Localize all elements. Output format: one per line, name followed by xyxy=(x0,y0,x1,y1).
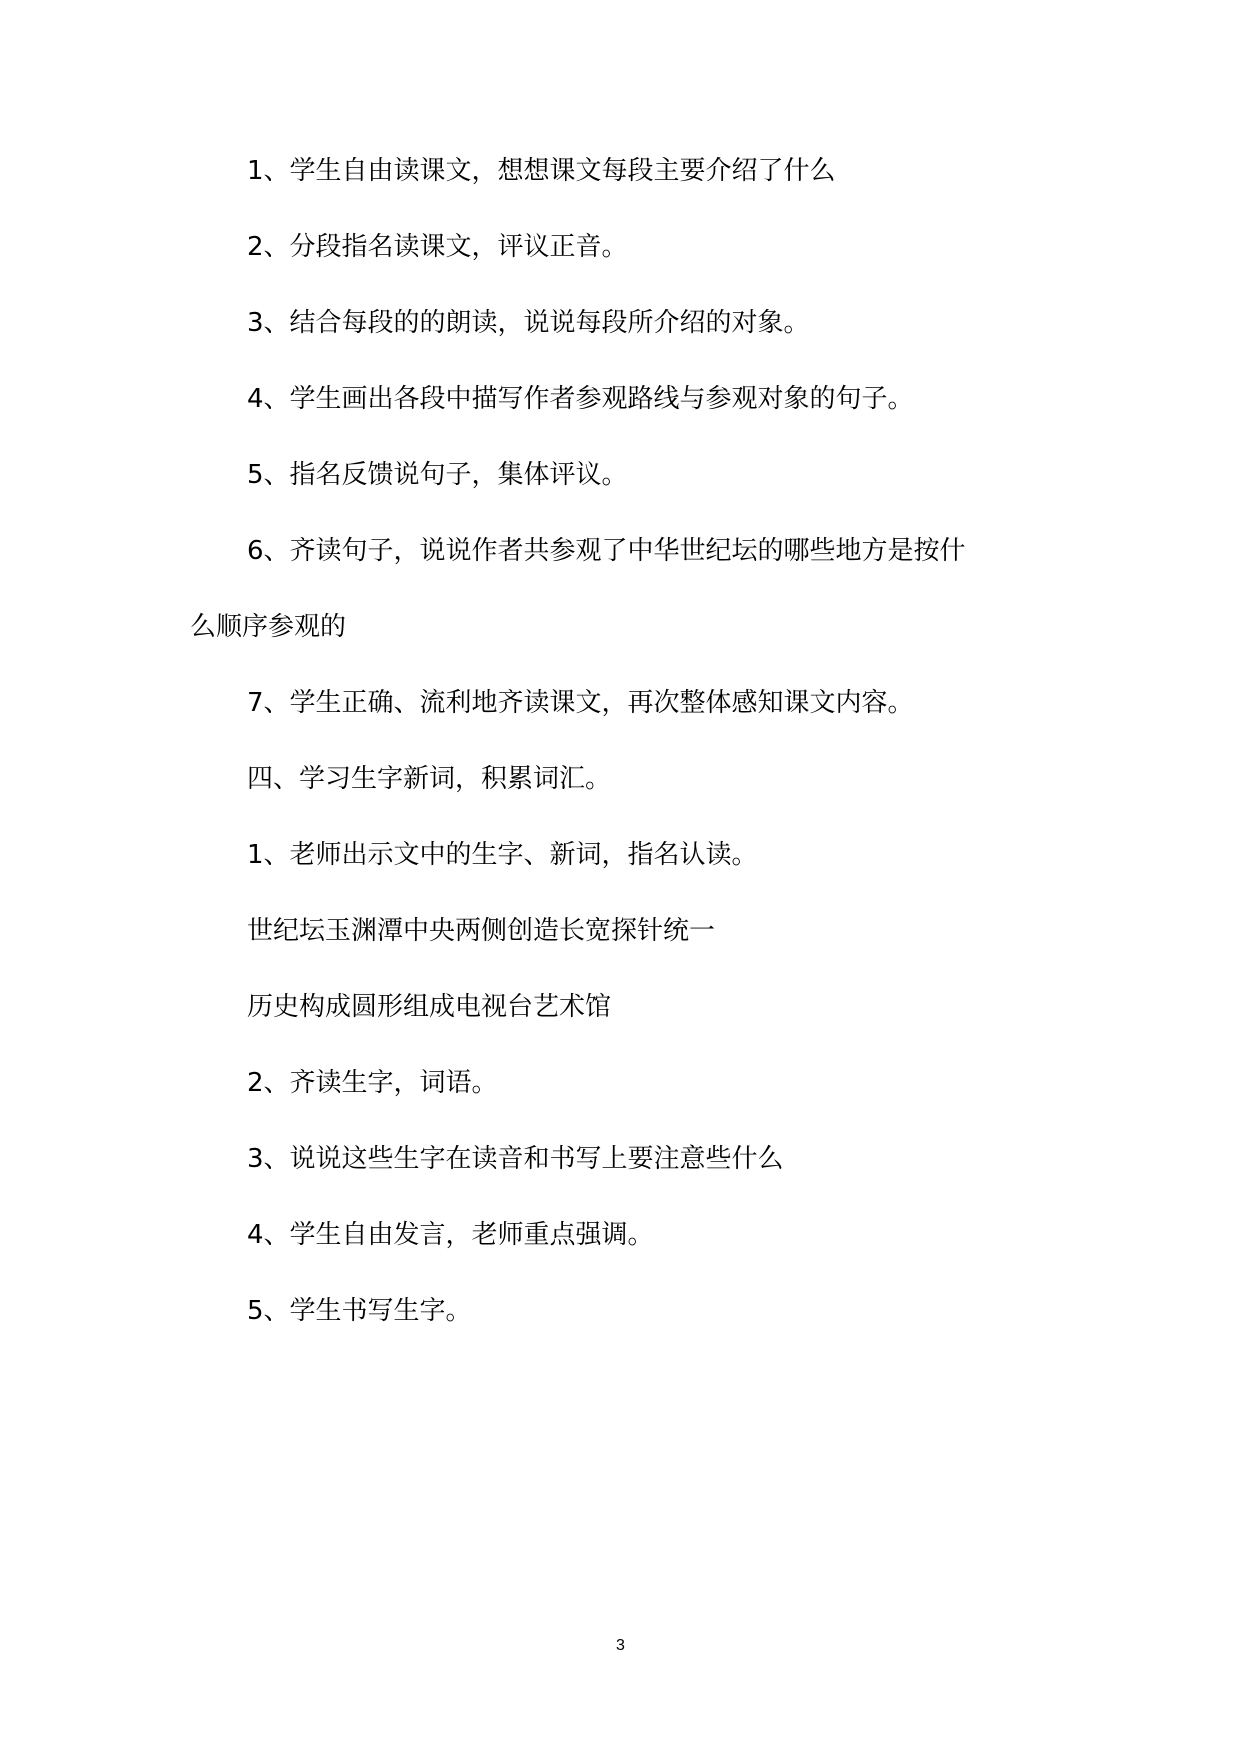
step-2-read-by-paragraph: 2、分段指名读课文，评议正音。 xyxy=(247,232,628,262)
step-5-feedback: 5、指名反馈说句子，集体评议。 xyxy=(247,460,628,490)
page-number: 3 xyxy=(616,1637,625,1654)
vocab-step-5: 5、学生书写生字。 xyxy=(247,1296,472,1326)
step-6-read-together: 6、齐读句子，说说作者共参观了中华世纪坛的哪些地方是按什 xyxy=(247,536,966,566)
step-6-continuation: 么顺序参观的 xyxy=(190,612,347,642)
step-7-read-fluently: 7、学生正确、流利地齐读课文，再次整体感知课文内容。 xyxy=(247,688,914,718)
vocab-step-1: 1、老师出示文中的生字、新词，指名认读。 xyxy=(247,840,758,870)
section-heading-vocabulary: 四、学习生字新词，积累词汇。 xyxy=(247,764,612,794)
vocab-word-list-2: 历史构成圆形组成电视台艺术馆 xyxy=(247,992,612,1022)
step-4-underline-sentences: 4、学生画出各段中描写作者参观路线与参观对象的句子。 xyxy=(247,384,914,414)
step-3-read-and-describe: 3、结合每段的的朗读，说说每段所介绍的对象。 xyxy=(247,308,810,338)
vocab-word-list-1: 世纪坛玉渊潭中央两侧创造长宽探针统一 xyxy=(247,916,716,946)
vocab-step-4: 4、学生自由发言，老师重点强调。 xyxy=(247,1220,654,1250)
step-1-read-freely: 1、学生自由读课文，想想课文每段主要介绍了什么 xyxy=(247,156,836,186)
vocab-step-2: 2、齐读生字，词语。 xyxy=(247,1068,498,1098)
vocab-step-3: 3、说说这些生字在读音和书写上要注意些什么 xyxy=(247,1144,784,1174)
